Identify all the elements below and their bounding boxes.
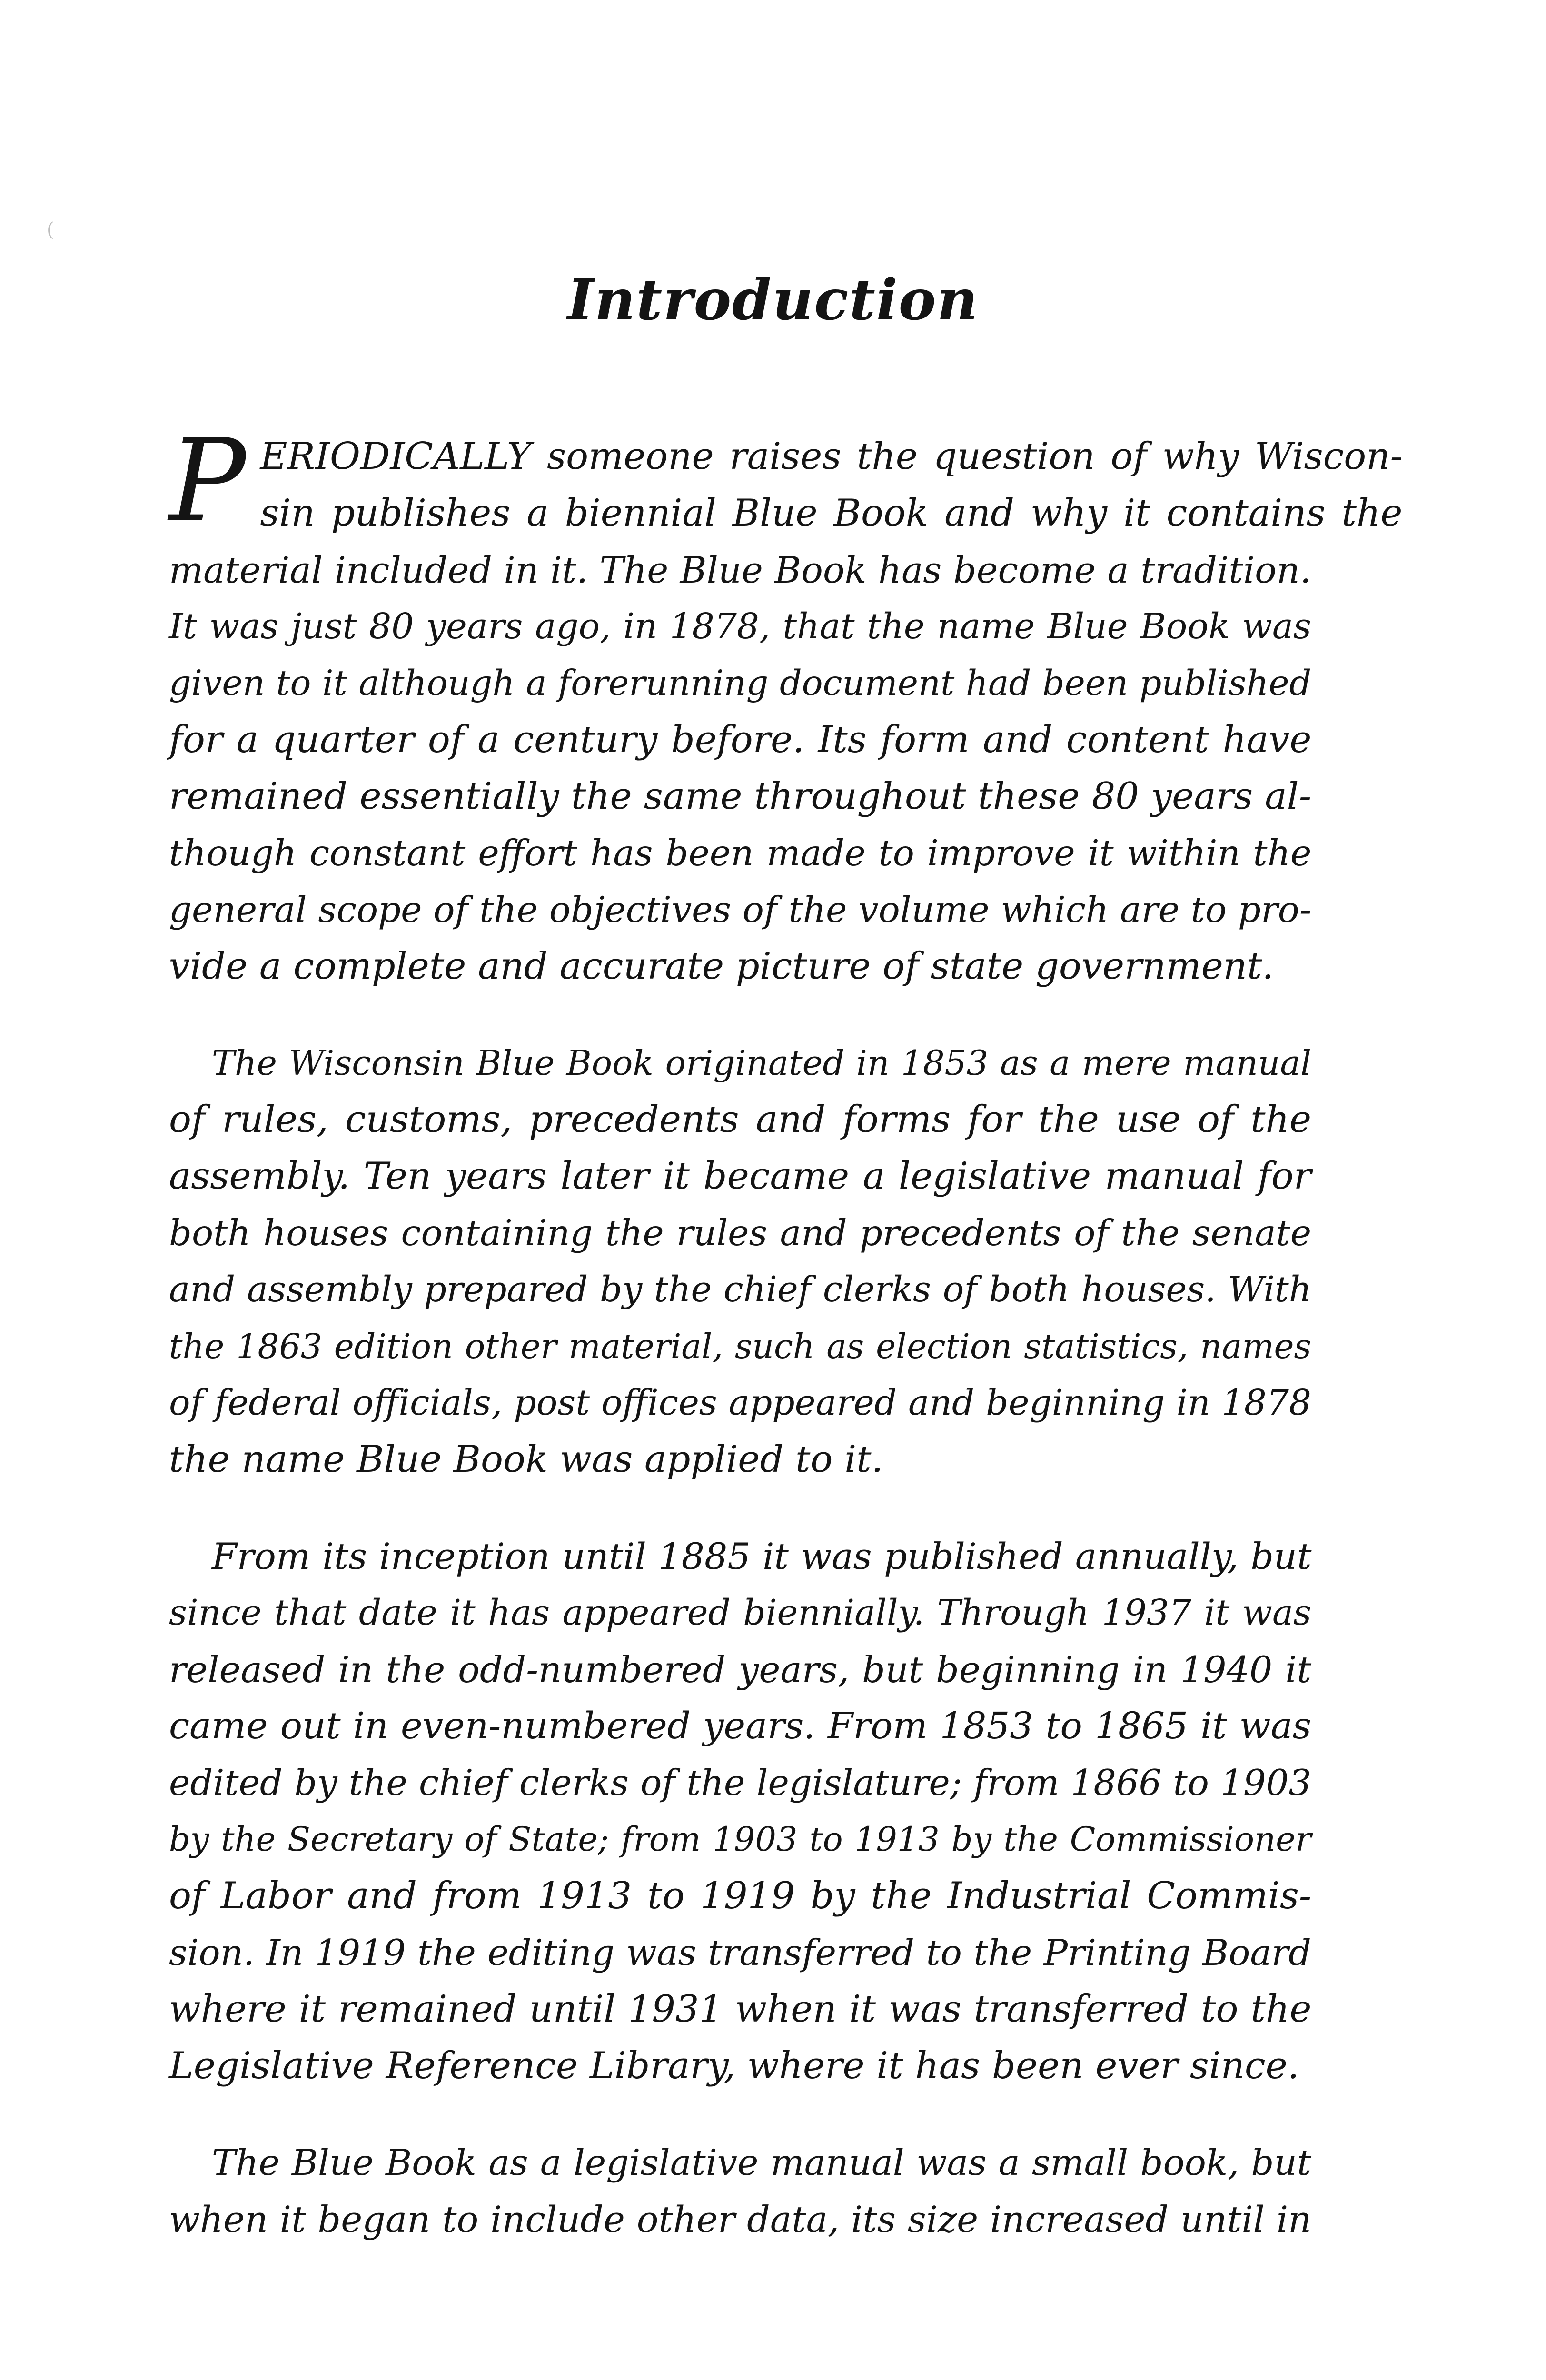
- text-line: The Wisconsin Blue Book originated in 1853 as a mere manual: [212, 1043, 1312, 1083]
- text-line: for a quarter of a century before. Its form and content have: [169, 718, 1312, 761]
- drop-cap-letter: P: [169, 414, 246, 547]
- text-line: It was just 80 years ago, in 1878, that the name Blue Book was: [169, 606, 1311, 647]
- text-line: came out in even-numbered years. From 1853 to 1865 it was: [169, 1705, 1311, 1747]
- text-line: From its inception until 1885 it was published annually, but: [212, 1535, 1312, 1577]
- text-line: where it remained until 1931 when it was transferred to the: [169, 1988, 1312, 2031]
- text-line: the name Blue Book was applied to it.: [169, 1438, 883, 1481]
- text-line: general scope of the objectives of the volume which are to pro-: [169, 889, 1312, 931]
- text-line: assembly. Ten years later it became a legislative manual for: [169, 1155, 1311, 1198]
- text-line: both houses containing the rules and precedents of the senate: [169, 1212, 1312, 1254]
- text-line: vide a complete and accurate picture of state government.: [169, 945, 1274, 988]
- text-line: by the Secretary of State; from 1903 to 1913 by the Commissioner: [169, 1820, 1311, 1859]
- text-line: though constant effort has been made to improve it within the: [169, 832, 1312, 874]
- text-line: Legislative Reference Library, where it has been ever since.: [169, 2044, 1299, 2087]
- scan-mark: (: [47, 219, 54, 241]
- text-line: when it began to include other data, its size increased until in: [169, 2198, 1312, 2241]
- text-line: and assembly prepared by the chief clerks of both houses. With: [169, 1269, 1312, 1310]
- text-line: since that date it has appeared biennially. Through 1937 it was: [169, 1592, 1312, 1633]
- page-title: Introduction: [567, 267, 979, 333]
- body-text: [169, 414, 1403, 2288]
- text-line: given to it although a forerunning document had been published: [169, 663, 1312, 704]
- text-line: The Blue Book as a legislative manual was a small book, but: [212, 2142, 1311, 2183]
- paragraph-3: [169, 1528, 1311, 2094]
- text-line: of federal officials, post offices appeared and beginning in 1878: [169, 1382, 1312, 1423]
- text-line: sion. In 1919 the editing was transferred to the Printing Board: [169, 1932, 1311, 1973]
- paragraph-4: [169, 2134, 1311, 2248]
- text-line: the 1863 edition other material, such as election statistics, names: [169, 1327, 1311, 1366]
- text-line: ERIODICALLY someone raises the question of why Wiscon-: [260, 435, 1403, 478]
- text-line: material included in it. The Blue Book has become a tradition.: [169, 549, 1311, 591]
- text-line: edited by the chief clerks of the legislature; from 1866 to 1903: [169, 1762, 1312, 1804]
- text-line: remained essentially the same throughout these 80 years al-: [169, 775, 1312, 818]
- text-line: sin publishes a biennial Blue Book and why it contains the: [260, 492, 1403, 535]
- paragraph-2: [169, 1035, 1311, 1488]
- paragraph-1: [169, 414, 1403, 995]
- text-line: of rules, customs, precedents and forms for the use of the: [169, 1098, 1311, 1141]
- text-line: of Labor and from 1913 to 1919 by the Industrial Commis-: [169, 1874, 1312, 1917]
- text-line: released in the odd-numbered years, but beginning in 1940 it: [169, 1648, 1311, 1691]
